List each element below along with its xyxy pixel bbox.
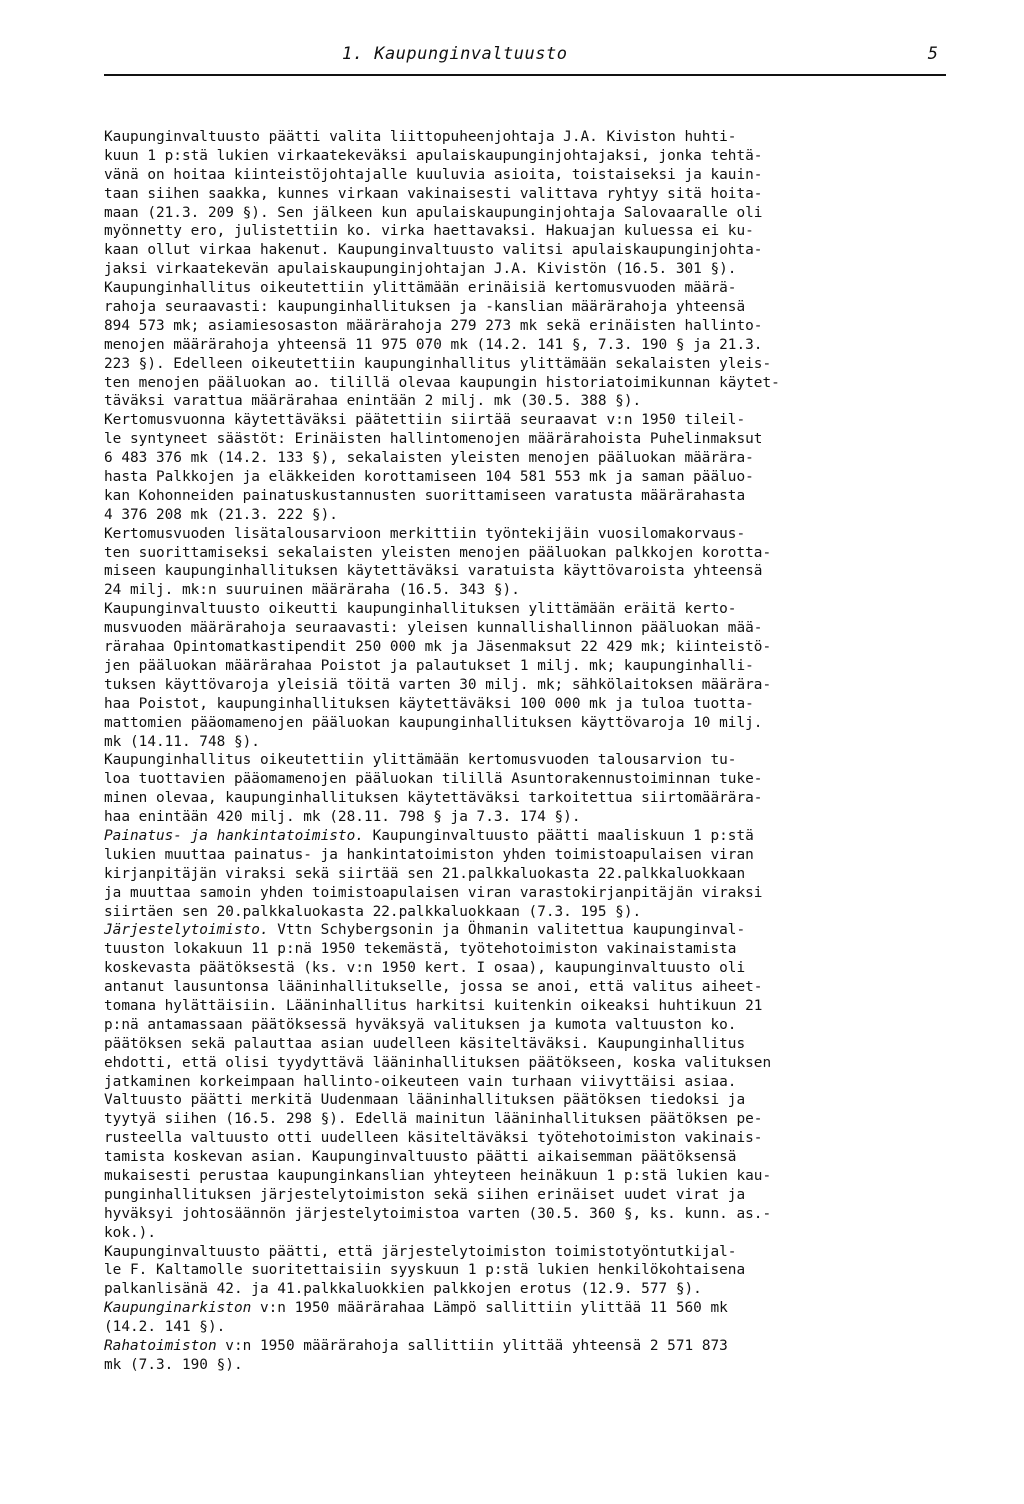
line-text: jen pääluokan määrärahaa Poistot ja palautukset 1 milj. mk; kaupunginhalli-	[104, 657, 754, 674]
text-line	[104, 657, 950, 676]
line-text: kok.).	[104, 1224, 156, 1241]
line-text: rärahaa Opintomatkastipendit 250 000 mk ja Jäsenmaksut 22 429 mk; kiinteistö-	[104, 639, 772, 656]
text-line	[104, 695, 950, 714]
text-line	[104, 903, 950, 922]
text-line	[104, 411, 950, 430]
line-text: tuuston lokakuun 11 p:nä 1950 tekemästä, työtehotoimiston vakinaistamista	[104, 941, 737, 958]
line-text: hyväksyi johtosäännön järjestelytoimistoa varten (30.5. 360 §, ks. kunn. as.-	[104, 1205, 772, 1222]
text-line	[104, 128, 950, 147]
line-text: jatkaminen korkeimpaan hallinto-oikeuteen vain turhaan viivyttäisi asiaa.	[104, 1073, 737, 1090]
line-text: ja muuttaa samoin yhden toimistoapulaisen viran varastokirjanpitäjän viraksi	[104, 884, 763, 901]
text-line	[104, 997, 950, 1016]
text-line	[104, 562, 950, 581]
line-text: tomana hylättäisiin. Lääninhallitus harkitsi kuitenkin oikeaksi huhtikuun 21	[104, 997, 763, 1014]
section-heading: Painatus- ja hankintatoimisto.	[104, 827, 364, 844]
line-text: antanut lausuntonsa lääninhallitukselle, jossa se anoi, että valitus aiheet-	[104, 979, 763, 996]
line-text: 6 483 376 mk (14.2. 133 §), sekalaisten yleisten menojen pääluokan määrära-	[104, 450, 754, 467]
text-line	[104, 317, 950, 336]
line-text: jaksi virkaatekevän apulaiskaupunginjohtajan J.A. Kivistön (16.5. 301 §).	[104, 261, 737, 278]
line-text: hasta Palkkojen ja eläkkeiden korottamiseen 104 581 553 mk ja saman pääluo-	[104, 469, 754, 486]
line-text: maan (21.3. 209 §). Sen jälkeen kun apulaiskaupunginjohtaja Salovaaralle oli	[104, 204, 763, 221]
line-text: Kertomusvuonna käytettäväksi päätettiin siirtää seuraavat v:n 1950 tileil-	[104, 412, 746, 429]
text-line	[104, 1091, 950, 1110]
text-line	[104, 1356, 950, 1375]
line-text: tamista koskevan asian. Kaupunginvaltuusto päätti aikaisemman päätöksensä	[104, 1149, 737, 1166]
text-line	[104, 544, 950, 563]
line-text: v:n 1950 määrärahaa Lämpö sallittiin ylittää 11 560 mk	[251, 1300, 728, 1317]
line-text: rusteella valtuusto otti uudelleen käsiteltäväksi työtehotoimiston vakinais-	[104, 1130, 763, 1147]
line-text: loa tuottavien pääomamenojen pääluokan tilillä Asuntorakennustoiminnan tuke-	[104, 771, 763, 788]
line-text: p:nä antamassaan päätöksessä hyväksyä valituksen ja kumota valtuuston ko.	[104, 1016, 737, 1033]
line-text: ten menojen pääluokan ao. tilillä olevaa kaupungin historiatoimikunnan käytet-	[104, 374, 780, 391]
line-text: Valtuusto päätti merkitä Uudenmaan lääninhallituksen päätöksen tiedoksi ja	[104, 1092, 746, 1109]
line-text: Kaupunginvaltuusto oikeutti kaupunginhallituksen ylittämään eräitä kerto-	[104, 601, 737, 618]
text-line	[104, 336, 950, 355]
line-text: Kaupunginvaltuusto päätti, että järjestelytoimiston toimistotyöntutkijal-	[104, 1243, 737, 1260]
text-line	[104, 430, 950, 449]
text-line	[104, 600, 950, 619]
text-line	[104, 770, 950, 789]
text-line	[104, 1110, 950, 1129]
text-line	[104, 1224, 950, 1243]
line-text: mk (7.3. 190 §).	[104, 1356, 243, 1373]
text-line	[104, 1016, 950, 1035]
text-line	[104, 279, 950, 298]
text-line	[104, 1299, 950, 1318]
line-text: Kertomusvuoden lisätalousarvioon merkittiin työntekijäin vuosilomakorvaus-	[104, 525, 746, 542]
text-line	[104, 1148, 950, 1167]
line-text: haa Poistot, kaupunginhallituksen käytettäväksi 100 000 mk ja tuloa tuotta-	[104, 695, 754, 712]
line-text: le syntyneet säästöt: Erinäisten hallintomenojen määrärahoista Puhelinmaksut	[104, 431, 763, 448]
line-text: siirtäen sen 20.palkkaluokasta 22.palkkaluokkaan (7.3. 195 §).	[104, 903, 642, 920]
line-text: koskevasta päätöksestä (ks. v:n 1950 kert. I osaa), kaupunginvaltuusto oli	[104, 960, 746, 977]
page-number: 5	[927, 44, 938, 64]
page-header	[104, 40, 946, 76]
line-text: kaan ollut virkaa hakenut. Kaupunginvaltuusto valitsi apulaiskaupunginjohta-	[104, 242, 763, 259]
text-line	[104, 298, 950, 317]
text-line	[104, 978, 950, 997]
text-line	[104, 468, 950, 487]
section-heading: Järjestelytoimisto.	[104, 922, 269, 939]
line-text: Vttn Schybergsonin ja Öhmanin valitettua kaupunginval-	[268, 922, 746, 939]
line-text: Kaupunginvaltuusto päätti valita liittopuheenjohtaja J.A. Kiviston huhti-	[104, 129, 737, 145]
text-line	[104, 884, 950, 903]
text-line	[104, 374, 950, 393]
text-line	[104, 166, 950, 185]
line-text: mk (14.11. 748 §).	[104, 733, 260, 750]
line-text: vänä on hoitaa kiinteistöjohtajalle kuuluvia asioita, toistaiseksi ja kauin-	[104, 166, 763, 183]
line-text: Kaupunginhallitus oikeutettiin ylittämään kertomusvuoden talousarvion tu-	[104, 752, 737, 769]
line-text: kan Kohonneiden painatuskustannusten suorittamiseen varatusta määrärahasta	[104, 487, 746, 504]
text-line	[104, 581, 950, 600]
text-line	[104, 846, 950, 865]
text-line	[104, 940, 950, 959]
line-text: päätöksen sekä palauttaa asian uudelleen käsiteltäväksi. Kaupunginhallitus	[104, 1035, 746, 1052]
line-text: 894 573 mk; asiamiesosaston määrärahoja 279 273 mk sekä erinäisten hallinto-	[104, 317, 763, 334]
text-line	[104, 1261, 950, 1280]
text-line	[104, 525, 950, 544]
line-text: kirjanpitäjän viraksi sekä siirtää sen 21.palkkaluokasta 22.palkkaluokkaan	[104, 865, 746, 882]
text-line	[104, 1318, 950, 1337]
line-text: palkanlisänä 42. ja 41.palkkaluokkien palkkojen erotus (12.9. 577 §).	[104, 1281, 702, 1298]
line-text: minen olevaa, kaupunginhallituksen käytettäväksi tarkoitettua siirtomäärära-	[104, 790, 763, 807]
line-text: Kaupunginvaltuusto päätti maaliskuun 1 p:stä	[363, 827, 754, 844]
text-line	[104, 147, 950, 166]
line-text: punginhallituksen järjestelytoimiston sekä siihen erinäiset uudet virat ja	[104, 1186, 746, 1203]
section-heading: Kaupunginarkiston	[104, 1300, 252, 1317]
text-line	[104, 714, 950, 733]
line-text: (14.2. 141 §).	[104, 1319, 226, 1336]
text-line	[104, 392, 950, 411]
text-line	[104, 260, 950, 279]
text-line	[104, 751, 950, 770]
line-text: myönnetty ero, julistettiin ko. virka haettavaksi. Hakuajan kuluessa ei ku-	[104, 223, 754, 240]
section-heading: Rahatoimiston	[104, 1338, 217, 1354]
text-line	[104, 1035, 950, 1054]
running-title: 1. Kaupunginvaltuusto	[342, 44, 568, 64]
line-text: kuun 1 p:stä lukien virkaatekeväksi apulaiskaupunginjohtajaksi, jonka tehtä-	[104, 147, 763, 164]
line-text: Kaupunginhallitus oikeutettiin ylittämään erinäisiä kertomusvuoden määrä-	[104, 280, 737, 297]
text-line	[104, 487, 950, 506]
line-text: menojen määrärahoja yhteensä 11 975 070 mk (14.2. 141 §, 7.3. 190 § ja 21.3.	[104, 336, 763, 353]
line-text: tuksen käyttövaroja yleisiä töitä varten 30 milj. mk; sähkölaitoksen määrära-	[104, 676, 772, 693]
line-text: haa enintään 420 milj. mk (28.11. 798 § ja 7.3. 174 §).	[104, 809, 581, 826]
text-line	[104, 789, 950, 808]
line-text: lukien muuttaa painatus- ja hankintatoimiston yhden toimistoapulaisen viran	[104, 846, 754, 863]
line-text: v:n 1950 määrärahoja sallittiin ylittää yhteensä 2 571 873	[216, 1338, 728, 1354]
text-line	[104, 1186, 950, 1205]
line-text: 4 376 208 mk (21.3. 222 §).	[104, 506, 338, 523]
body-text	[104, 128, 950, 1375]
text-line	[104, 241, 950, 260]
text-line	[104, 1167, 950, 1186]
text-line	[104, 1280, 950, 1299]
text-line	[104, 619, 950, 638]
text-line	[104, 959, 950, 978]
line-text: musvuoden määrärahoja seuraavasti: yleisen kunnallishallinnon pääluokan mää-	[104, 620, 763, 637]
line-text: mukaisesti perustaa kaupunginkanslian yhteyteen heinäkuun 1 p:stä lukien kau-	[104, 1167, 772, 1184]
text-line	[104, 1337, 950, 1356]
text-line	[104, 449, 950, 468]
text-line	[104, 506, 950, 525]
text-line	[104, 827, 950, 846]
line-text: tyytyä siihen (16.5. 298 §). Edellä mainitun lääninhallituksen päätöksen pe-	[104, 1111, 763, 1128]
text-line	[104, 204, 950, 223]
line-text: rahoja seuraavasti: kaupunginhallituksen ja -kanslian määrärahoja yhteensä	[104, 299, 746, 316]
line-text: le F. Kaltamolle suoritettaisiin syyskuun 1 p:stä lukien henkilökohtaisena	[104, 1262, 746, 1279]
line-text: ehdotti, että olisi tyydyttävä lääninhallituksen päätökseen, koska valituksen	[104, 1054, 772, 1071]
text-line	[104, 355, 950, 374]
text-line	[104, 1054, 950, 1073]
line-text: taan siihen saakka, kunnes virkaan vakinaisesti valittava ryhtyy sitä hoita-	[104, 185, 763, 202]
document-page	[104, 40, 950, 1375]
text-line	[104, 808, 950, 827]
line-text: mattomien pääomamenojen pääluokan kaupunginhallituksen käyttövaroja 10 milj.	[104, 714, 763, 731]
line-text: ten suorittamiseksi sekalaisten yleisten menojen pääluokan palkkojen korotta-	[104, 544, 772, 561]
line-text: 223 §). Edelleen oikeutettiin kaupunginhallitus ylittämään sekalaisten yleis-	[104, 355, 772, 372]
text-line	[104, 1243, 950, 1262]
line-text: miseen kaupunginhallituksen käytettäväksi varatuista käyttövaroista yhteensä	[104, 563, 763, 580]
text-line	[104, 865, 950, 884]
text-line	[104, 185, 950, 204]
text-line	[104, 921, 950, 940]
text-line	[104, 733, 950, 752]
text-line	[104, 1129, 950, 1148]
text-line	[104, 222, 950, 241]
text-line	[104, 676, 950, 695]
line-text: 24 milj. mk:n suuruinen määräraha (16.5. 343 §).	[104, 582, 520, 599]
text-line	[104, 1073, 950, 1092]
line-text: täväksi varattua määrärahaa enintään 2 milj. mk (30.5. 388 §).	[104, 393, 642, 410]
text-line	[104, 638, 950, 657]
text-line	[104, 1205, 950, 1224]
